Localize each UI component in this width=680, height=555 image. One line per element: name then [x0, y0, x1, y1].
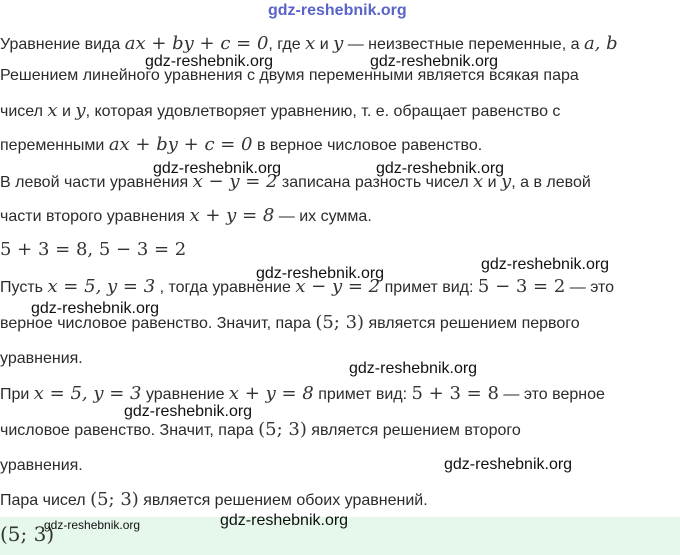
- math-variable: x: [473, 171, 484, 192]
- watermark: gdz-reshebnik.org: [370, 53, 499, 70]
- math-variable: y: [333, 33, 344, 54]
- watermark: gdz-reshebnik.org: [145, 53, 274, 70]
- math-expression: 5 + 3 = 8: [411, 383, 499, 404]
- check-first-line-3: уравнения.: [0, 350, 83, 367]
- text: записана разность чисел: [277, 174, 474, 191]
- solution-definition-line-3: [0, 135, 482, 156]
- watermark: gdz-reshebnik.org: [376, 160, 505, 177]
- text: — их сумма.: [274, 208, 372, 225]
- math-variable: y: [75, 100, 86, 121]
- watermark: gdz-reshebnik.org: [31, 300, 160, 317]
- watermark: gdz-reshebnik.org: [124, 403, 253, 420]
- watermark: gdz-reshebnik.org: [268, 2, 407, 19]
- text: примет вид:: [313, 386, 412, 403]
- math-expression: x + y = 8: [189, 205, 275, 226]
- text: уравнение: [141, 386, 229, 403]
- text: Пусть: [0, 279, 48, 296]
- math-expression: x = 5, y = 3: [47, 276, 156, 297]
- check-second-line-3: уравнения.: [0, 457, 83, 474]
- text: является решением первого: [364, 315, 580, 332]
- text: — неизвестные переменные, а: [343, 36, 584, 53]
- text: и: [57, 103, 76, 120]
- text: — это: [565, 279, 615, 296]
- conclusion-line: [0, 490, 428, 511]
- math-variable: x: [305, 33, 316, 54]
- text: чисел: [0, 103, 48, 120]
- text: переменными: [0, 137, 109, 154]
- watermark: gdz-reshebnik.org: [444, 456, 573, 473]
- arithmetic-line: [0, 240, 186, 261]
- math-expression: (5; 3): [90, 489, 139, 510]
- watermark: gdz-reshebnik.org: [44, 518, 141, 532]
- text: и: [315, 36, 334, 53]
- watermark: gdz-reshebnik.org: [349, 360, 478, 377]
- watermark: gdz-reshebnik.org: [256, 265, 385, 282]
- math-expression: x = 5, y = 3: [33, 383, 142, 404]
- text: В левой части уравнения: [0, 174, 193, 191]
- math-expression: 5 + 3 = 8, 5 − 3 = 2: [0, 239, 187, 260]
- math-expression: (5; 3): [258, 419, 307, 440]
- text: является решением второго: [306, 422, 521, 439]
- left-sides-line-2: [0, 206, 372, 227]
- math-expression: 5 − 3 = 2: [477, 276, 566, 297]
- text: верное числовое равенство. Значит, пара: [0, 315, 316, 332]
- text: части второго уравнения: [0, 208, 190, 225]
- math-variable: x: [47, 100, 58, 121]
- math-expression: ax + by + c = 0: [124, 33, 269, 54]
- watermark: gdz-reshebnik.org: [481, 256, 610, 273]
- check-second-line-1: [0, 384, 605, 405]
- watermark: gdz-reshebnik.org: [153, 160, 282, 177]
- text: Пара чисел: [0, 492, 91, 509]
- solution-definition-line-2: [0, 101, 560, 122]
- solution-definition-line-1: Решением линейного уравнения с двумя переменными является всякая пара: [0, 67, 579, 84]
- math-expression: x − y = 2: [192, 171, 278, 192]
- answer-value: (5; 3): [0, 522, 55, 546]
- text: , где: [268, 36, 306, 53]
- definition-line: [0, 34, 618, 55]
- math-expression: x + y = 8: [228, 383, 314, 404]
- check-second-line-2: [0, 420, 521, 441]
- text: Уравнение вида: [0, 36, 125, 53]
- text: , а в левой: [511, 174, 591, 191]
- text: и: [483, 174, 502, 191]
- text: в верное числовое равенство.: [252, 137, 483, 154]
- text: При: [0, 386, 34, 403]
- math-variable: y: [501, 171, 512, 192]
- math-expression: x − y = 2: [295, 276, 381, 297]
- math-expression: (5; 3): [315, 312, 365, 333]
- text: числовое равенство. Значит, пара: [0, 422, 259, 439]
- text: , тогда уравнение: [155, 279, 296, 296]
- math-expression: ax + by + c = 0: [108, 134, 253, 155]
- math-variable: a, b: [583, 33, 618, 54]
- text: , которая удовлетворяет уравнению, т. е. обращает равенство с: [85, 103, 561, 120]
- text: — это верное: [498, 386, 605, 403]
- text: является решением обоих уравнений.: [138, 492, 428, 509]
- text: примет вид:: [380, 279, 478, 296]
- watermark: gdz-reshebnik.org: [220, 512, 349, 529]
